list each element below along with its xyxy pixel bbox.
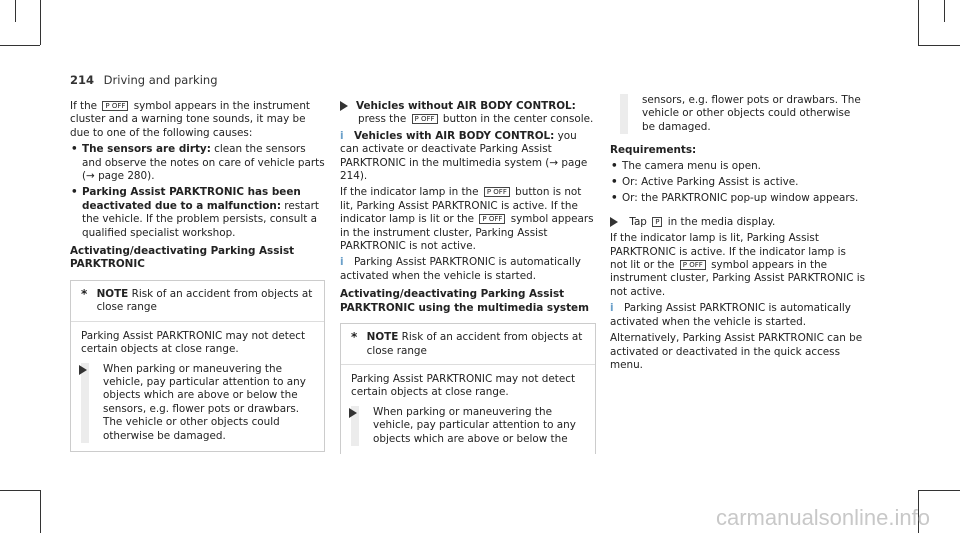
crop-mark [40,0,41,45]
column-2 [340,100,596,460]
note-instruction: When parking or maneuvering the vehicle, pay particular attention to any objects which are above or below the sensors, e.g. flower pots or drawbars. The vehicle or other objects could otherwise be damaged. [81,363,314,443]
section-heading: Activating/deactivating Parking Assist PARKTRONIC using the multimedia system [340,288,589,314]
cause-item: • Parking Assist PARKTRONIC has been deactivated due to a malfunction: restart the vehicle. If the problem persists, consult a qualified specialist workshop. [70,186,325,240]
warning-icon: * [81,286,88,301]
step-arrow-icon [340,101,348,111]
crop-mark [0,490,40,491]
info-item: i Parking Assist PARKTRONIC is automatically activated when the vehicle is started. [340,256,581,282]
step-arrow-icon [610,217,618,227]
info-icon: i [340,129,344,142]
page-header [70,73,218,87]
note-body: Parking Assist PARKTRONIC may not detect certain objects at close range. [351,372,576,399]
requirements-heading: Requirements: [610,144,697,157]
intro-paragraph: If the P OFF symbol appears in the instrument cluster and a warning tone sounds, it may be due to one of the following causes: [70,100,310,139]
alternative-paragraph: Alternatively, Parking Assist PARKTRONIC can be activated or deactivated in the quick access menu. [610,332,863,371]
crop-mark [15,0,16,22]
info-item: i Vehicles with AIR BODY CONTROL: you can activate or deactivate Parking Assist PARKTRONIC in the multimedia system (→ page 214). [340,129,588,183]
note-box [70,280,325,452]
crop-mark [0,45,40,46]
step-arrow-icon [349,408,357,418]
note-title: Risk of an accident from objects at close range [366,331,583,357]
note-label: NOTE [96,287,129,300]
requirement-item: • The camera menu is open. [610,160,866,173]
parking-off-icon: P OFF [484,187,510,197]
step-item: Vehicles without AIR BODY CONTROL: press the P OFF button in the center console. [340,100,596,127]
crop-mark [918,45,960,46]
requirement-item: • Or: the PARKTRONIC pop-up window appears. [610,192,866,205]
crop-mark [944,0,945,22]
note-body: Parking Assist PARKTRONIC may not detect certain objects at close range. [81,329,306,356]
column-1 [70,100,325,458]
page-number: 214 [70,73,95,87]
parking-off-icon: P OFF [479,214,505,224]
parking-off-icon: P OFF [102,101,128,111]
crop-mark [918,0,919,45]
requirement-item: • Or: Active Parking Assist is active. [610,176,866,189]
note-label: NOTE [366,331,399,344]
note-title: Risk of an accident from objects at close range [96,287,313,314]
cause-item: • The sensors are dirty: clean the sensors and observe the notes on care of vehicle parts (→ page 280). [70,143,325,183]
info-icon: i [610,302,614,315]
note-continuation: sensors, e.g. flower pots or drawbars. The vehicle or other objects could otherwise be damaged. [620,94,866,134]
step-item: Tap P in the media display. [610,216,866,229]
parking-off-icon: P OFF [412,114,438,124]
watermark: carmanualsonline.info [715,505,930,530]
section-title: Driving and parking [103,73,218,87]
step-arrow-icon [79,365,87,375]
column-3 [610,94,866,375]
parking-icon: P [652,217,662,227]
warning-icon: * [351,330,358,345]
info-icon: i [340,256,344,269]
section-heading: Activating/deactivating Parking Assist PARKTRONIC [70,245,295,271]
crop-mark [918,490,960,491]
info-item: i Parking Assist PARKTRONIC is automatically activated when the vehicle is started. [610,302,851,328]
note-instruction: When parking or maneuvering the vehicle, pay particular attention to any objects which are above or below the [351,406,585,446]
crop-mark [40,490,41,533]
parking-off-icon: P OFF [680,260,706,270]
note-box [340,323,596,454]
status-paragraph: If the indicator lamp in the P OFF button is not lit, Parking Assist PARKTRONIC is active. If the indicator lamp is lit or the P OFF symbol appears in the instrument cluster, Parking Assist PARKTRONIC is not active. [340,186,594,253]
status-paragraph: If the indicator lamp is lit, Parking Assist PARKTRONIC is active. If the indicator lamp is not lit or the P OFF symbol appears in the instrument cluster, Parking Assist PARKTRONIC is not active. [610,232,866,298]
